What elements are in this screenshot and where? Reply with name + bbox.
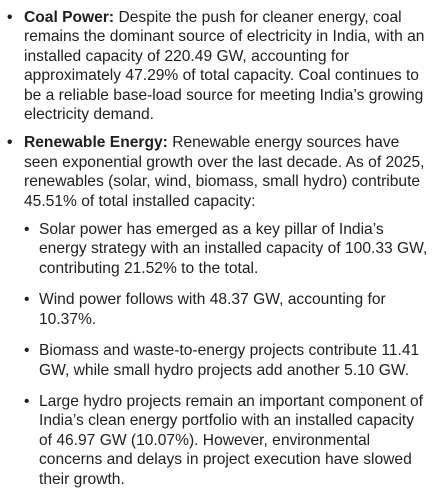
item-text: Despite the push for cleaner energy, coal remains the dominant source of electricity in India, with an installed capacity of 220.49 GW, accounting for approximately 47.29% of total capacity. Coal continues to be a reliable base-load source for meeting India’s growing electricity demand. <box>24 9 425 124</box>
sub-bullet-icon: • <box>24 221 30 239</box>
sub-bullet-list <box>24 220 429 489</box>
item-term: Renewable Energy: <box>24 134 168 152</box>
sub-bullet-icon: • <box>24 291 30 309</box>
list-item-renewable-energy <box>4 133 429 489</box>
item-term: Coal Power: <box>24 9 115 26</box>
list-item-coal-power <box>4 8 429 124</box>
bullet-icon: • <box>7 9 13 26</box>
bullet-list <box>4 8 429 489</box>
sub-bullet-icon: • <box>24 392 30 410</box>
sub-item-large-hydro <box>24 392 429 489</box>
sub-item-solar <box>24 220 429 278</box>
sub-item-text: Large hydro projects remain an important component of India’s clean energy portfolio with an installed capacity of 46.97 GW (10.07%). However, environmental concerns and delays in project execution have slowed their growth. <box>39 392 423 488</box>
sub-bullet-icon: • <box>24 342 30 360</box>
sub-item-text: Wind power follows with 48.37 GW, accounting for 10.37%. <box>39 291 386 328</box>
sub-item-biomass <box>24 341 429 380</box>
item-text: Renewable energy sources have seen exponential growth over the last decade. As of 2025, renewables (solar, wind, biomass, small hydro) contribute 45.51% of total installed capacity: <box>24 134 425 210</box>
sub-item-text: Solar power has emerged as a key pillar of India’s energy strategy with an installed capacity of 100.33 GW, contributing 21.52% to the total. <box>39 221 428 277</box>
sub-item-text: Biomass and waste-to-energy projects contribute 11.41 GW, while small hydro projects add another 5.10 GW. <box>39 342 420 379</box>
bullet-icon: • <box>7 134 13 152</box>
sub-item-wind <box>24 290 429 329</box>
